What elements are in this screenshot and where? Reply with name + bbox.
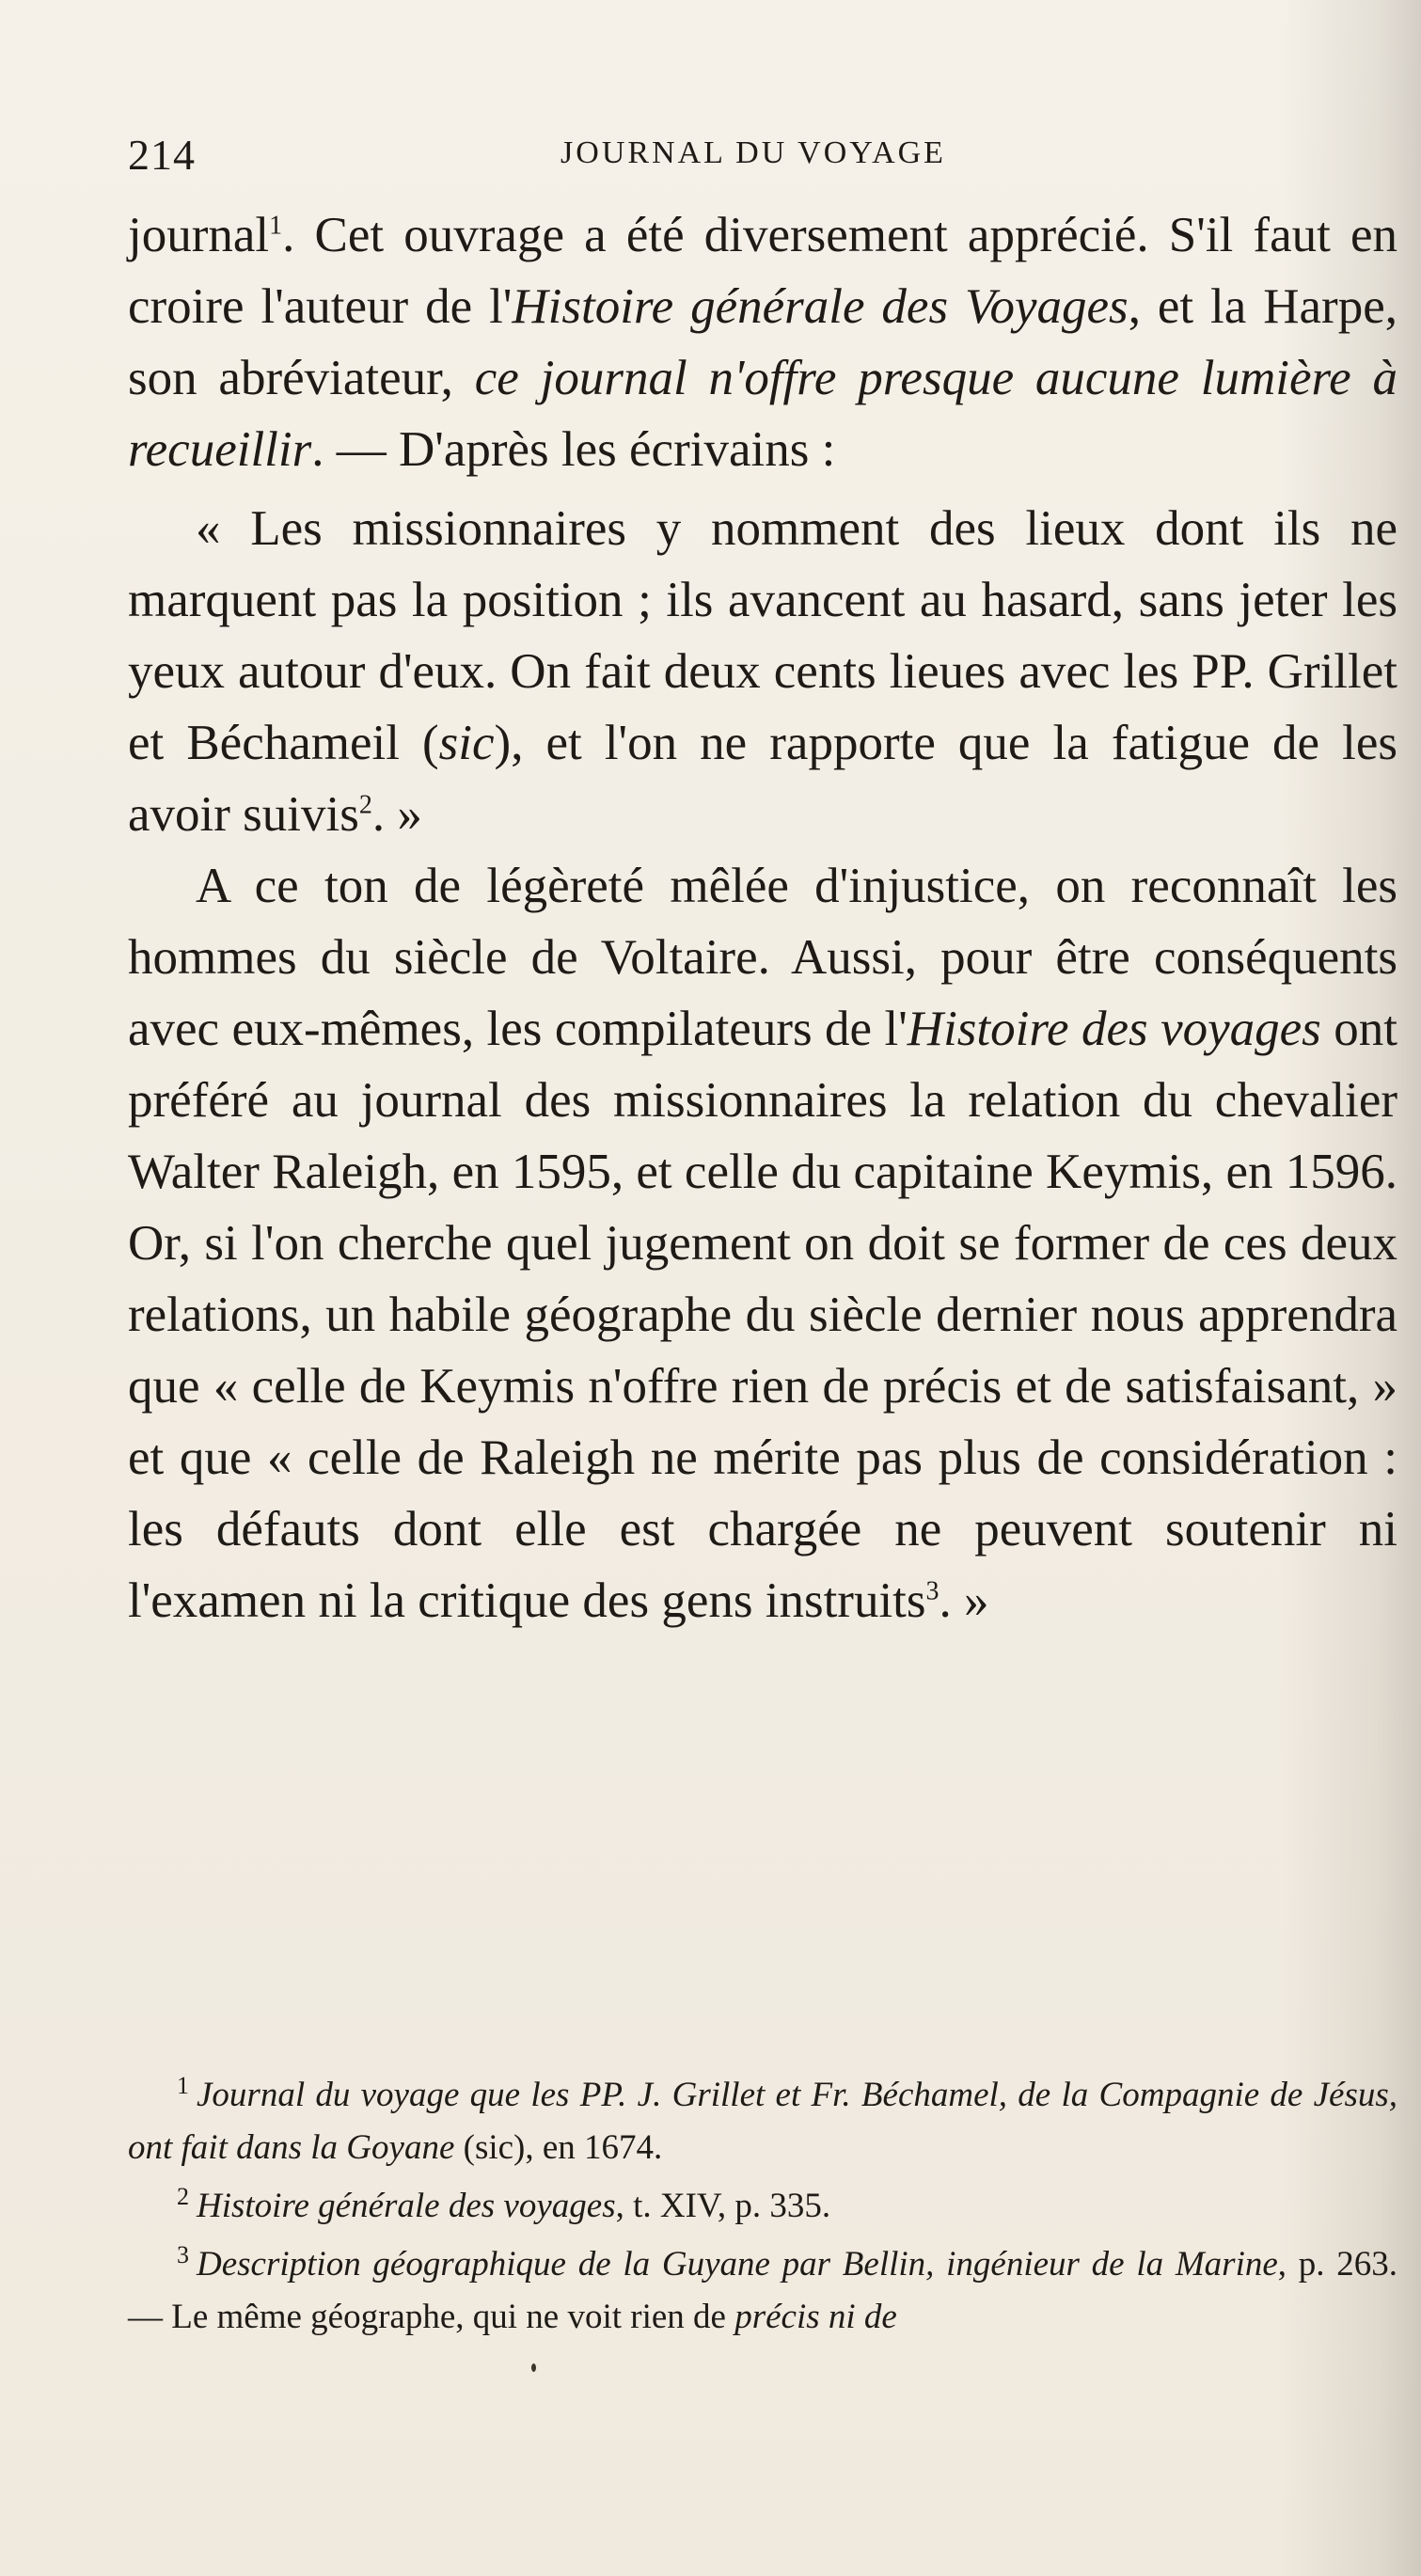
text-run: (sic), en 1674. [454,2128,663,2167]
italic-text: précis ni de [734,2298,897,2336]
footnote-3 [128,2238,1397,2344]
page-header [128,130,1379,186]
ink-speck [531,2363,536,2372]
text-run: ), et l'on ne rapporte que la fatigue de les avoir suivis [128,716,1397,842]
text-run: , et la Harpe, son abréviateur, [128,279,1397,405]
text-run: A ce ton de légèreté mêlée d'injustice, on reconnaît les hommes du siècle de Voltaire. Aussi, pour être conséquents avec eux-mêmes, les compilateurs de l' [128,859,1397,1056]
text-run: . Cet ouvrage a été diversement apprécié. S'il faut en croire l'auteur de l' [128,208,1397,334]
italic-text: Histoire générale des voyages [197,2187,616,2225]
text-run: . » [371,787,422,842]
paragraph-3 [128,850,1397,1636]
text-run: « Les missionnaires y nomment des lieux dont ils ne marquent pas la position ; ils avancent au hasard, sans jeter les yeux autour d'eux. On fait deux cents lieues avec les PP. Grillet et Béchameil ( [128,501,1397,770]
text-run: . » [939,1573,989,1628]
italic-sic: sic [438,716,495,770]
footnotes [128,2069,1397,2349]
italic-quote: ce journal n'offre presque aucune lumière à recueillir [128,351,1398,477]
body-text [128,199,1397,1636]
footnote-ref-2: 2 [358,790,372,820]
italic-title: Histoire des voyages [907,1002,1321,1056]
footnote-marker: 1 [177,2071,189,2099]
text-run: ont préféré au journal des missionnaires la relation du chevalier Walter Raleigh, en 1595, et celle du capitaine Keymis, en 1596. Or, si l'on cherche quel jugement on doit se former de ces deux relations, un habile géographe du siècle dernier nous apprendra que « celle de Keymis n'offre rien de précis et de satisfaisant, » et que « celle de Raleigh ne mérite pas plus de considération : les défauts dont elle est chargée ne peuvent soutenir ni l'examen ni la critique des gens instruits [128,1002,1397,1628]
footnote-ref-3: 3 [925,1576,939,1606]
footnote-marker: 2 [177,2182,189,2210]
page-number: 214 [128,131,196,179]
italic-text: Journal du voyage que les PP. J. Grillet et Fr. Béchamel, de la Compagnie de Jésus, ont fait dans la Goyane [128,2076,1397,2167]
paragraph-1 [128,199,1397,485]
paragraph-2-quote [128,493,1397,850]
footnote-ref-1: 1 [269,211,283,241]
text-run: , t. XIV, p. 335. [615,2187,831,2225]
text-run: journal [128,208,270,262]
footnote-2 [128,2180,1397,2233]
italic-title: Histoire générale des Voyages [512,279,1129,334]
italic-text: Description géographique de la Guyane par Bellin, ingénieur de la Marine [197,2245,1278,2284]
footnote-marker: 3 [177,2240,189,2268]
text-run: . — D'après les écrivains : [311,422,836,477]
text-run: , p. 263. — Le même géographe, qui ne voit rien de [128,2245,1397,2336]
running-head: JOURNAL DU VOYAGE [561,135,946,170]
footnote-1 [128,2069,1397,2174]
